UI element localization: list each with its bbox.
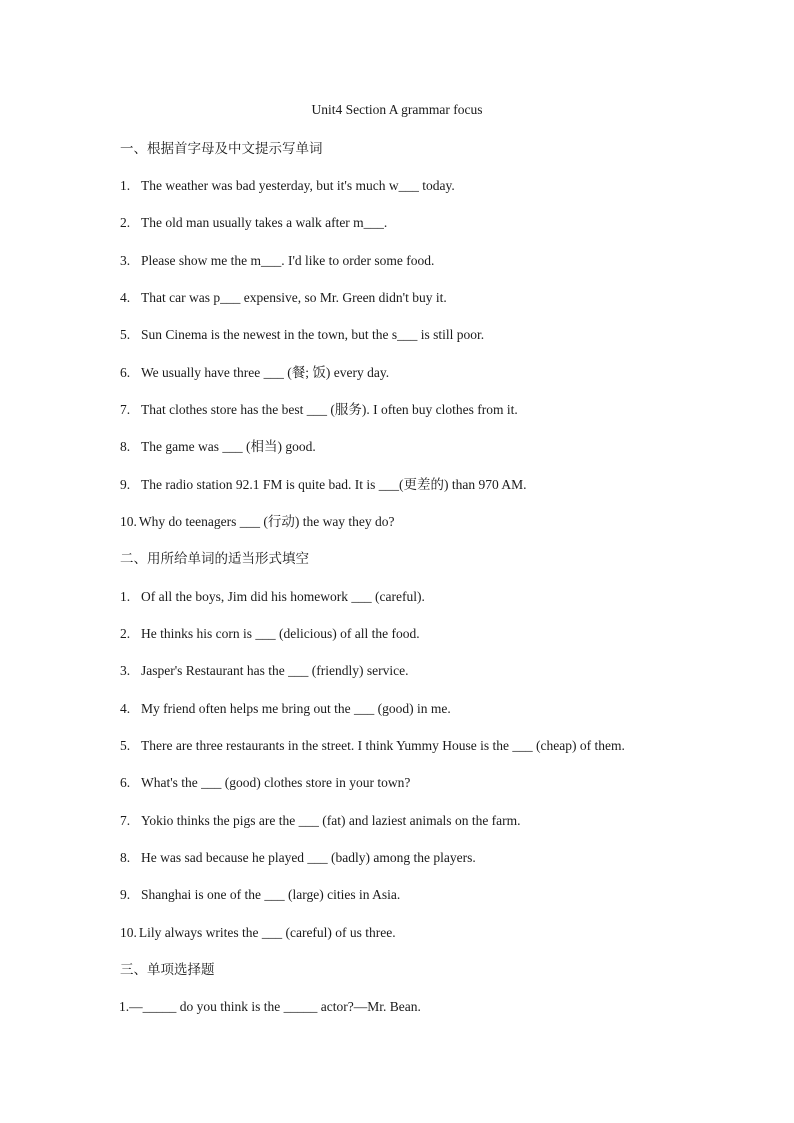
item-text: Why do teenagers ___ (行动) the way they do? — [138, 514, 395, 529]
item-number: 2. — [120, 626, 131, 641]
item-text: The weather was bad yesterday, but it's much w___ today. — [141, 178, 455, 193]
list-item — [120, 438, 316, 456]
list-item — [120, 812, 521, 830]
list-item — [120, 886, 400, 904]
item-text: There are three restaurants in the street. I think Yummy House is the ___ (cheap) of them. — [141, 738, 625, 753]
item-number: 9. — [120, 477, 131, 492]
item-number: 5. — [120, 327, 131, 342]
list-item — [120, 588, 425, 606]
item-text: Jasper's Restaurant has the ___ (friendly) service. — [141, 663, 409, 678]
list-item — [120, 326, 484, 344]
list-item — [120, 177, 455, 195]
item-number: 5. — [120, 738, 131, 753]
list-item — [120, 214, 387, 232]
item-number: 8. — [120, 850, 131, 865]
item-number: 8. — [120, 439, 131, 454]
item-number: 1. — [120, 178, 131, 193]
list-item — [120, 849, 476, 867]
section-heading-1: 一、根据首字母及中文提示写单词 — [120, 141, 323, 157]
item-number: 10. — [120, 514, 137, 529]
item-text: That car was p___ expensive, so Mr. Green didn't buy it. — [141, 290, 447, 305]
list-item — [120, 662, 408, 680]
list-item — [120, 625, 420, 643]
item-number: 6. — [120, 365, 131, 380]
item-text: He was sad because he played ___ (badly) among the players. — [141, 850, 476, 865]
item-text: Lily always writes the ___ (careful) of us three. — [138, 925, 396, 940]
list-item — [120, 700, 451, 718]
item-number: 7. — [120, 402, 131, 417]
item-number: 10. — [120, 925, 137, 940]
item-number: 2. — [120, 215, 131, 230]
page-title: Unit4 Section A grammar focus — [311, 102, 483, 117]
list-item — [120, 513, 395, 531]
item-number: 9. — [120, 887, 131, 902]
item-number: 3. — [120, 253, 131, 268]
list-item — [119, 998, 421, 1016]
item-text: My friend often helps me bring out the ___ (good) in me. — [141, 701, 451, 716]
item-text: The old man usually takes a walk after m___. — [141, 215, 388, 230]
item-text: The game was ___ (相当) good. — [141, 439, 316, 454]
list-item — [120, 289, 447, 307]
list-item — [120, 252, 434, 270]
item-text: That clothes store has the best ___ (服务). I often buy clothes from it. — [141, 402, 518, 417]
item-text: Sun Cinema is the newest in the town, but the s___ is still poor. — [141, 327, 485, 342]
item-number: 4. — [120, 701, 131, 716]
item-number: 4. — [120, 290, 131, 305]
item-text: 1.—_____ do you think is the _____ actor?—Mr. Bean. — [119, 999, 421, 1014]
item-number: 1. — [120, 589, 131, 604]
item-text: Please show me the m___. I'd like to order some food. — [141, 253, 435, 268]
item-text: What's the ___ (good) clothes store in your town? — [141, 775, 411, 790]
list-item — [120, 737, 625, 755]
item-text: He thinks his corn is ___ (delicious) of all the food. — [141, 626, 420, 641]
item-text: Yokio thinks the pigs are the ___ (fat) and laziest animals on the farm. — [141, 813, 521, 828]
list-item — [120, 401, 518, 419]
item-text: Shanghai is one of the ___ (large) cities in Asia. — [141, 887, 401, 902]
list-item — [120, 774, 410, 792]
list-item — [120, 476, 526, 494]
item-number: 6. — [120, 775, 131, 790]
section-heading-2: 二、用所给单词的适当形式填空 — [120, 551, 309, 567]
section-heading-3: 三、单项选择题 — [120, 962, 215, 978]
list-item — [120, 924, 396, 942]
item-number: 7. — [120, 813, 131, 828]
item-text: We usually have three ___ (餐; 饭) every day. — [141, 365, 390, 380]
item-text: Of all the boys, Jim did his homework ___ (careful). — [141, 589, 425, 604]
item-number: 3. — [120, 663, 131, 678]
list-item — [120, 364, 389, 382]
item-text: The radio station 92.1 FM is quite bad. It is ___(更差的) than 970 AM. — [141, 477, 527, 492]
